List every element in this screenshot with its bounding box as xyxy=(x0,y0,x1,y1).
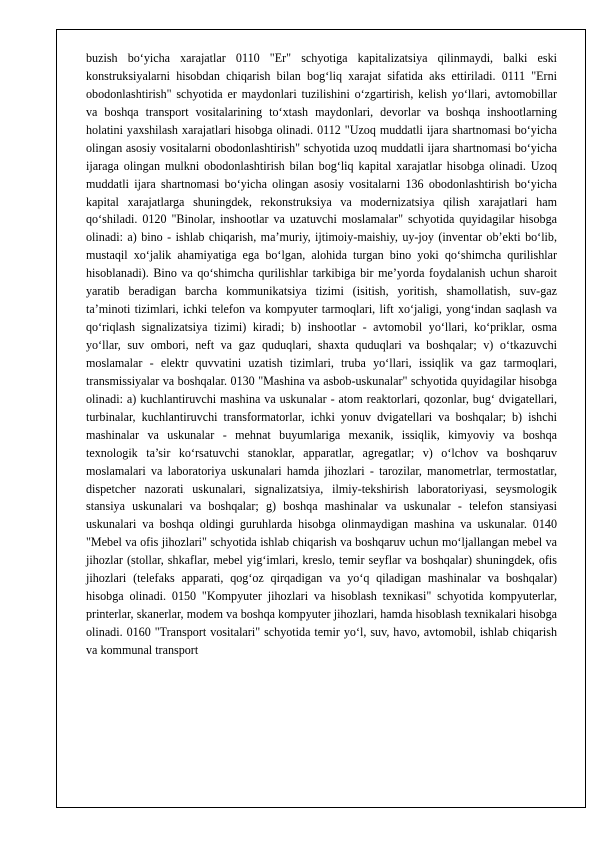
body-paragraph: buzish bo‘yicha xarajatlar 0110 "Er" schyotiga kapitalizatsiya qilinmaydi, balki eski konstruksiyalarni hisobdan chiqarish bilan bog‘liq xarajat sifatida aks ettiriladi. 0111 "Erni obodonlashtirish" schyotida er maydonlari tuzilishini o‘zgartirish, kelish yo‘llari, avtomobillar va boshqa transport vositalarining to‘xtash maydonlari, devorlar va boshqa inshootlarning holatini yaxshilash xarajatlari hisobga olinadi. 0112 "Uzoq muddatli ijara shartnomasi bo‘yicha olingan asosiy vositalarni obodonlashtirish" schyotida uzoq muddatli ijara shartnomasi bo‘yicha ijaraga olingan mulkni obodonlashtirish bilan bog‘liq kapital xarajatlar hisobga olinadi. Uzoq muddatli ijara shartnomasi bo‘yicha olingan asosiy vositalarni 136 obodonlashtirish bo‘yicha kapital xarajatlarga shuningdek, rekonstruksiya va modernizatsiya qilish xarajatlari ham qo‘shiladi. 0120 "Binolar, inshootlar va uzatuvchi moslamalar" schyotida quyidagilar hisobga olinadi: a) bino - ishlab chiqarish, ma’muriy, ijtimoiy-maishiy, uy-joy (inventar ob’ekti bo‘lib, mustaqil xo‘jalik ahamiyatiga ega bo‘lgan, alohida turgan bino yoki qo‘shimcha qurilishlar hisoblanadi). Bino va qo‘shimcha qurilishlar tarkibiga bir me’yorda foydalanish uchun sharoit yaratib beradigan barcha kommunikatsiya tizimi (isitish, yoritish, shamollatish, suv-gaz ta’minoti tizimlari, ichki telefon va kompyuter tarmoqlari, lift xo‘jaligi, yong‘indan saqlash va qo‘riqlash signalizatsiya tizimi) kiradi; b) inshootlar - avtomobil yo‘llari, ko‘priklar, osma yo‘llar, suv ombori, neft va gaz quduqlari, shaxta quduqlari va boshqalar; v) o‘tkazuvchi moslamalar - elektr quvvatini uzatish tizimlari, truba yo‘llari, issiqlik va gaz tarmoqlari, transmissiyalar va boshqalar. 0130 "Mashina va asbob-uskunalar" schyotida quyidagilar hisobga olinadi: a) kuchlantiruvchi mashina va uskunalar - atom reaktorlari, qozonlar, bug‘ dvigatellari, turbinalar, kuchlantiruvchi transformatorlar, ichki yonuv dvigatellari va boshqalar; b) ishchi mashinalar va uskunalar - mehnat buyumlariga mexanik, issiqlik, kimyoviy va boshqa texnologik ta’sir ko‘rsatuvchi stanoklar, apparatlar, agregatlar; v) o‘lchov va boshqaruv moslamalari va laboratoriya uskunalari hamda jihozlari - tarozilar, manometrlar, termostatlar, dispetcher nazorati uskunalari, signalizatsiya, ilmiy-tekshirish laboratoriyasi, seysmologik stansiya uskunalari va boshqalar; g) boshqa mashinalar va uskunalar - telefon stansiyasi uskunalari va boshqa oldingi guruhlarda hisobga olinmaydigan mashina va uskunalar. 0140 "Mebel va ofis jihozlari" schyotida ishlab chiqarish va boshqaruv uchun mo‘ljallangan mebel va jihozlar (stollar, shkaflar, mebel yig‘imlari, kreslo, temir seyflar va boshqalar) shuningdek, ofis jihozlari (telefaks apparati, qog‘oz qirqadigan va yo‘q qiladigan mashinalar va boshqalar) hisobga olinadi. 0150 "Kompyuter jihozlari va hisoblash texnikasi" schyotida kompyuterlar, printerlar, skanerlar, modem va boshqa kompyuter jihozlari, hamda hisoblash texnikalari hisobga olinadi. 0160 "Transport vositalari" schyotida temir yo‘l, suv, havo, avtomobil, ishlab chiqarish va kommunal transport xyxy=(86,51,557,657)
